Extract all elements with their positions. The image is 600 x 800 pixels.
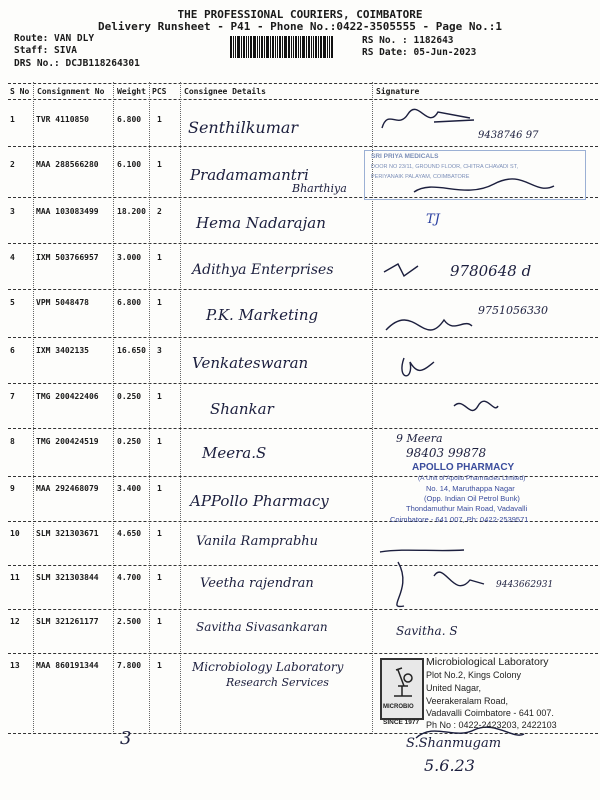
col-signature: Signature <box>376 87 420 96</box>
row-consignment: SLM 321303671 <box>36 529 99 538</box>
footer-mark: 3 <box>120 728 132 749</box>
row-sno: 9 <box>10 484 15 493</box>
column-rule <box>149 82 150 734</box>
row-sno: 13 <box>10 661 20 670</box>
row-weight: 2.500 <box>117 617 142 626</box>
row-consignee: Shankar <box>210 400 274 418</box>
row-sno: 8 <box>10 437 15 446</box>
row-weight: 18.200 <box>117 207 146 216</box>
row-consignment: TMG 200422406 <box>36 392 99 401</box>
row-pcs: 1 <box>157 298 162 307</box>
microbio-line3: United Nagar, <box>426 683 482 693</box>
row-consignee: Senthilkumar <box>188 118 299 137</box>
row-sno: 6 <box>10 346 15 355</box>
row-weight: 6.800 <box>117 115 142 124</box>
rs-number: RS No. : 1182643 <box>362 35 454 46</box>
phone-note-4: 9780648 d <box>450 262 532 280</box>
microbio-line5: Vadavalli Coimbatore - 641 007. <box>426 708 554 718</box>
row-sno: 2 <box>10 160 15 169</box>
microscope-icon <box>384 662 420 702</box>
row-pcs: 3 <box>157 346 162 355</box>
staff: Staff: SIVA <box>14 45 77 56</box>
row-pcs: 2 <box>157 207 162 216</box>
barcode <box>230 36 352 58</box>
row-weight: 6.800 <box>117 298 142 307</box>
column-rule <box>33 82 34 734</box>
shop-stamp-line3: PERIYANAIK PALAYAM, COIMBATORE <box>371 174 470 180</box>
col-weight: Weight <box>117 87 146 96</box>
row-weight: 6.100 <box>117 160 142 169</box>
sheet-title: THE PROFESSIONAL COURIERS, COIMBATORE <box>177 8 423 21</box>
rs-date: RS Date: 05-Jun-2023 <box>362 47 477 58</box>
microbio-since: SINCE 1977 <box>383 719 420 726</box>
row-sno: 3 <box>10 207 15 216</box>
row-consignee: Veetha rajendran <box>200 576 314 591</box>
sheet-subtitle: Delivery Runsheet - P41 - Phone No.:0422-3505555 - Page No.:1 <box>98 20 502 33</box>
apollo-line2: No. 14, Maruthappa Nagar <box>426 484 515 493</box>
row-consignee: Savitha Sivasankaran <box>196 620 328 634</box>
row-pcs: 1 <box>157 115 162 124</box>
signature-6 <box>402 358 434 376</box>
row-sno: 11 <box>10 573 20 582</box>
phone-note-1: 9438746 97 <box>478 130 539 141</box>
row-consignment: SLM 321261177 <box>36 617 99 626</box>
row-consignee: Pradamamantri <box>190 166 309 184</box>
row-pcs: 1 <box>157 160 162 169</box>
row-consignment: TMG 200424519 <box>36 437 99 446</box>
apollo-line1: (A Unit of Apollo Pharmacies Limited) <box>418 475 526 482</box>
row-pcs: 1 <box>157 661 162 670</box>
row-weight: 4.700 <box>117 573 142 582</box>
row-consignment: IXM 3402135 <box>36 346 89 355</box>
row-consignment: MAA 103083499 <box>36 207 99 216</box>
divider <box>8 83 598 84</box>
row-weight: 7.800 <box>117 661 142 670</box>
row-consignment: MAA 860191344 <box>36 661 99 670</box>
signature-12: Savitha. S <box>396 624 458 638</box>
col-consignee: Consignee Details <box>184 87 266 96</box>
col-consignment: Consignment No <box>37 87 105 96</box>
row-consignee: Hema Nadarajan <box>196 214 326 232</box>
phone-note-11: 9443662931 <box>496 580 554 590</box>
drs-number: DRS No.: DCJB118264301 <box>14 58 140 69</box>
row-pcs: 1 <box>157 573 162 582</box>
row-sno: 10 <box>10 529 20 538</box>
name-note-8: 9 Meera <box>396 432 443 445</box>
signature-10 <box>380 550 464 552</box>
row-consignee: Venkateswaran <box>192 354 309 372</box>
row-weight: 3.400 <box>117 484 142 493</box>
row-consignment: MAA 292468079 <box>36 484 99 493</box>
mark-row-3: TJ <box>426 212 440 227</box>
col-pcs: PCS <box>152 87 167 96</box>
row-consignee: Microbiology Laboratory <box>192 660 344 674</box>
row-weight: 0.250 <box>117 437 142 446</box>
microbio-line6: Ph No : 0422-2423203, 2422103 <box>426 720 557 730</box>
row-weight: 3.000 <box>117 253 142 262</box>
row-pcs: 1 <box>157 392 162 401</box>
route: Route: VAN DLY <box>14 33 95 44</box>
row-sno: 1 <box>10 115 15 124</box>
shop-stamp <box>364 150 586 200</box>
column-rule <box>113 82 114 734</box>
row-consignee: Meera.S <box>202 444 267 462</box>
row-consignment: TVR 4110850 <box>36 115 89 124</box>
row-consignee-line2: Research Services <box>226 676 329 689</box>
column-rule <box>180 82 181 734</box>
row-pcs: 1 <box>157 437 162 446</box>
phone-note-5: 9751056330 <box>478 304 548 317</box>
row-pcs: 1 <box>157 529 162 538</box>
row-pcs: 1 <box>157 253 162 262</box>
row-weight: 16.650 <box>117 346 146 355</box>
row-pcs: 1 <box>157 484 162 493</box>
apollo-name: APOLLO PHARMACY <box>412 462 515 473</box>
row-weight: 0.250 <box>117 392 142 401</box>
microbio-line2: Plot No.2, Kings Colony <box>426 670 522 680</box>
microbio-line4: Veerakeralam Road, <box>426 696 509 706</box>
row-consignee: Adithya Enterprises <box>192 262 334 278</box>
row-consignment: VPM 5048478 <box>36 298 89 307</box>
signature-11 <box>397 562 484 607</box>
footer-date: 5.6.23 <box>424 756 475 775</box>
row-sno: 5 <box>10 298 15 307</box>
row-consignee: APPollo Pharmacy <box>190 492 329 510</box>
row-consignee: P.K. Marketing <box>206 306 319 324</box>
row-consignee: Vanila Ramprabhu <box>196 534 319 549</box>
signature-4 <box>384 264 418 276</box>
microbio-logo-label: MICROBIO <box>383 704 414 710</box>
row-sno: 12 <box>10 617 20 626</box>
apollo-stamp <box>384 462 594 538</box>
footer-signer: S.Shanmugam <box>406 736 502 751</box>
signature-5 <box>386 320 472 330</box>
shop-stamp-line1: SRI PRIYA MEDICALS <box>371 153 439 160</box>
row-sno: 4 <box>10 253 15 262</box>
shop-stamp-line2: DOOR NO 23/11, GROUND FLOOR, CHITRA CHAVADI ST, <box>371 164 518 170</box>
row-consignee-line2: Bharthiya <box>292 182 347 195</box>
row-pcs: 1 <box>157 617 162 626</box>
apollo-line3: (Opp. Indian Oil Petrol Bunk) <box>424 494 520 503</box>
row-sno: 7 <box>10 392 15 401</box>
apollo-line5: Coimbatore - 641 007, Ph: 0422-2539571 <box>390 515 529 524</box>
row-consignment: MAA 288566280 <box>36 160 99 169</box>
apollo-line4: Thondamuthur Main Road, Vadavalli <box>406 504 528 513</box>
phone-note-8: 98403 99878 <box>406 446 487 460</box>
row-weight: 4.650 <box>117 529 142 538</box>
microbio-logo <box>380 658 424 720</box>
signature-7 <box>454 401 498 410</box>
microbio-line1: Microbiological Laboratory <box>426 656 549 668</box>
row-consignment: IXM 503766957 <box>36 253 99 262</box>
signature-1 <box>382 109 474 128</box>
col-sno: S No <box>10 87 30 96</box>
row-consignment: SLM 321303844 <box>36 573 99 582</box>
